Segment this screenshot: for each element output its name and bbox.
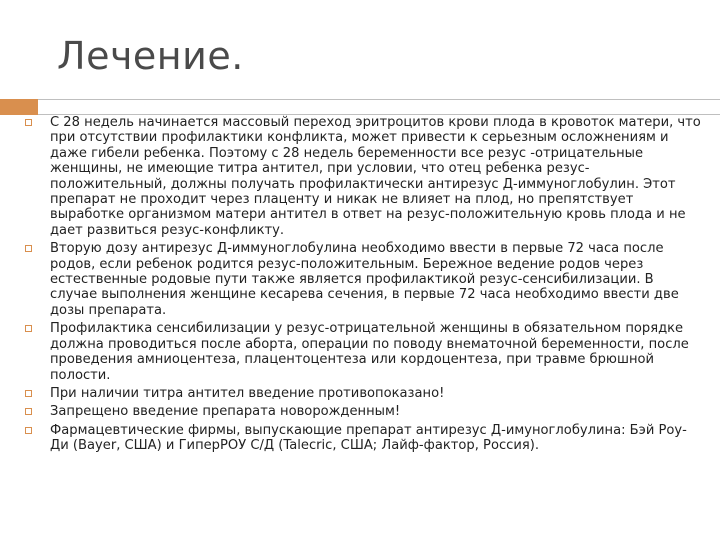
square-bullet-icon bbox=[25, 408, 32, 415]
square-bullet-icon bbox=[25, 390, 32, 397]
bullet-item bbox=[22, 241, 702, 318]
bullet-text: Запрещено введение препарата новорожденным! bbox=[50, 404, 401, 420]
bullet-item bbox=[22, 321, 702, 383]
square-bullet-icon bbox=[25, 245, 32, 252]
bullet-item bbox=[22, 115, 702, 238]
bullet-text: С 28 недель начинается массовый переход эритроцитов крови плода в кровоток матери, что при отсутствии профилактики конфликта, может привести к серьезным осложнениям и даже гибели ребенка. Поэтому с 28 недель беременности все резус -отрицательные женщины, не имеющие титра антител, при условии, что отец ребенка резус-положительный, должны получать профилактически антирезус Д-иммуноглобулин. Этот препарат не проходит через плаценту и никак не влияет на плод, но препятствует выработке организмом матери антител в ответ на резус-положительную кровь плода и не дает развиться резус-конфликту. bbox=[50, 115, 701, 238]
accent-bar bbox=[0, 99, 38, 115]
square-bullet-icon bbox=[25, 427, 32, 434]
title-divider bbox=[38, 99, 720, 115]
bullet-text: Фармацевтические фирмы, выпускающие препарат антирезус Д-имуноглобулина: Бэй Роу-Ди (Bayer, США) и ГиперРОУ С/Д (Talecric, США; Лайф-фактор, Россия). bbox=[50, 422, 687, 454]
bullet-text: Вторую дозу антирезус Д-иммуноглобулина необходимо ввести в первые 72 часа после родов, если ребенок родится резус-положительным. Бережное ведение родов через естественные родовые пути также является профилактикой резус-сенсибилизации. В случае выполнения женщине кесарева сечения, в первые 72 часа необходимо ввести две дозы препарата. bbox=[50, 241, 679, 318]
bullet-item bbox=[22, 386, 702, 401]
bullet-text: При наличии титра антител введение противопоказано! bbox=[50, 385, 445, 401]
square-bullet-icon bbox=[25, 119, 32, 126]
bullet-item bbox=[22, 423, 702, 454]
bullet-list bbox=[22, 115, 702, 454]
slide-body bbox=[22, 115, 702, 457]
square-bullet-icon bbox=[25, 325, 32, 332]
bullet-item bbox=[22, 404, 702, 419]
slide-title: Лечение. bbox=[57, 34, 244, 78]
bullet-text: Профилактика сенсибилизации у резус-отрицательной женщины в обязательном порядке должна проводиться после аборта, операции по поводу внематочной беременности, после проведения амниоцентеза, плацентоцентеза или кордоцентеза, при травме брюшной полости. bbox=[50, 321, 689, 383]
